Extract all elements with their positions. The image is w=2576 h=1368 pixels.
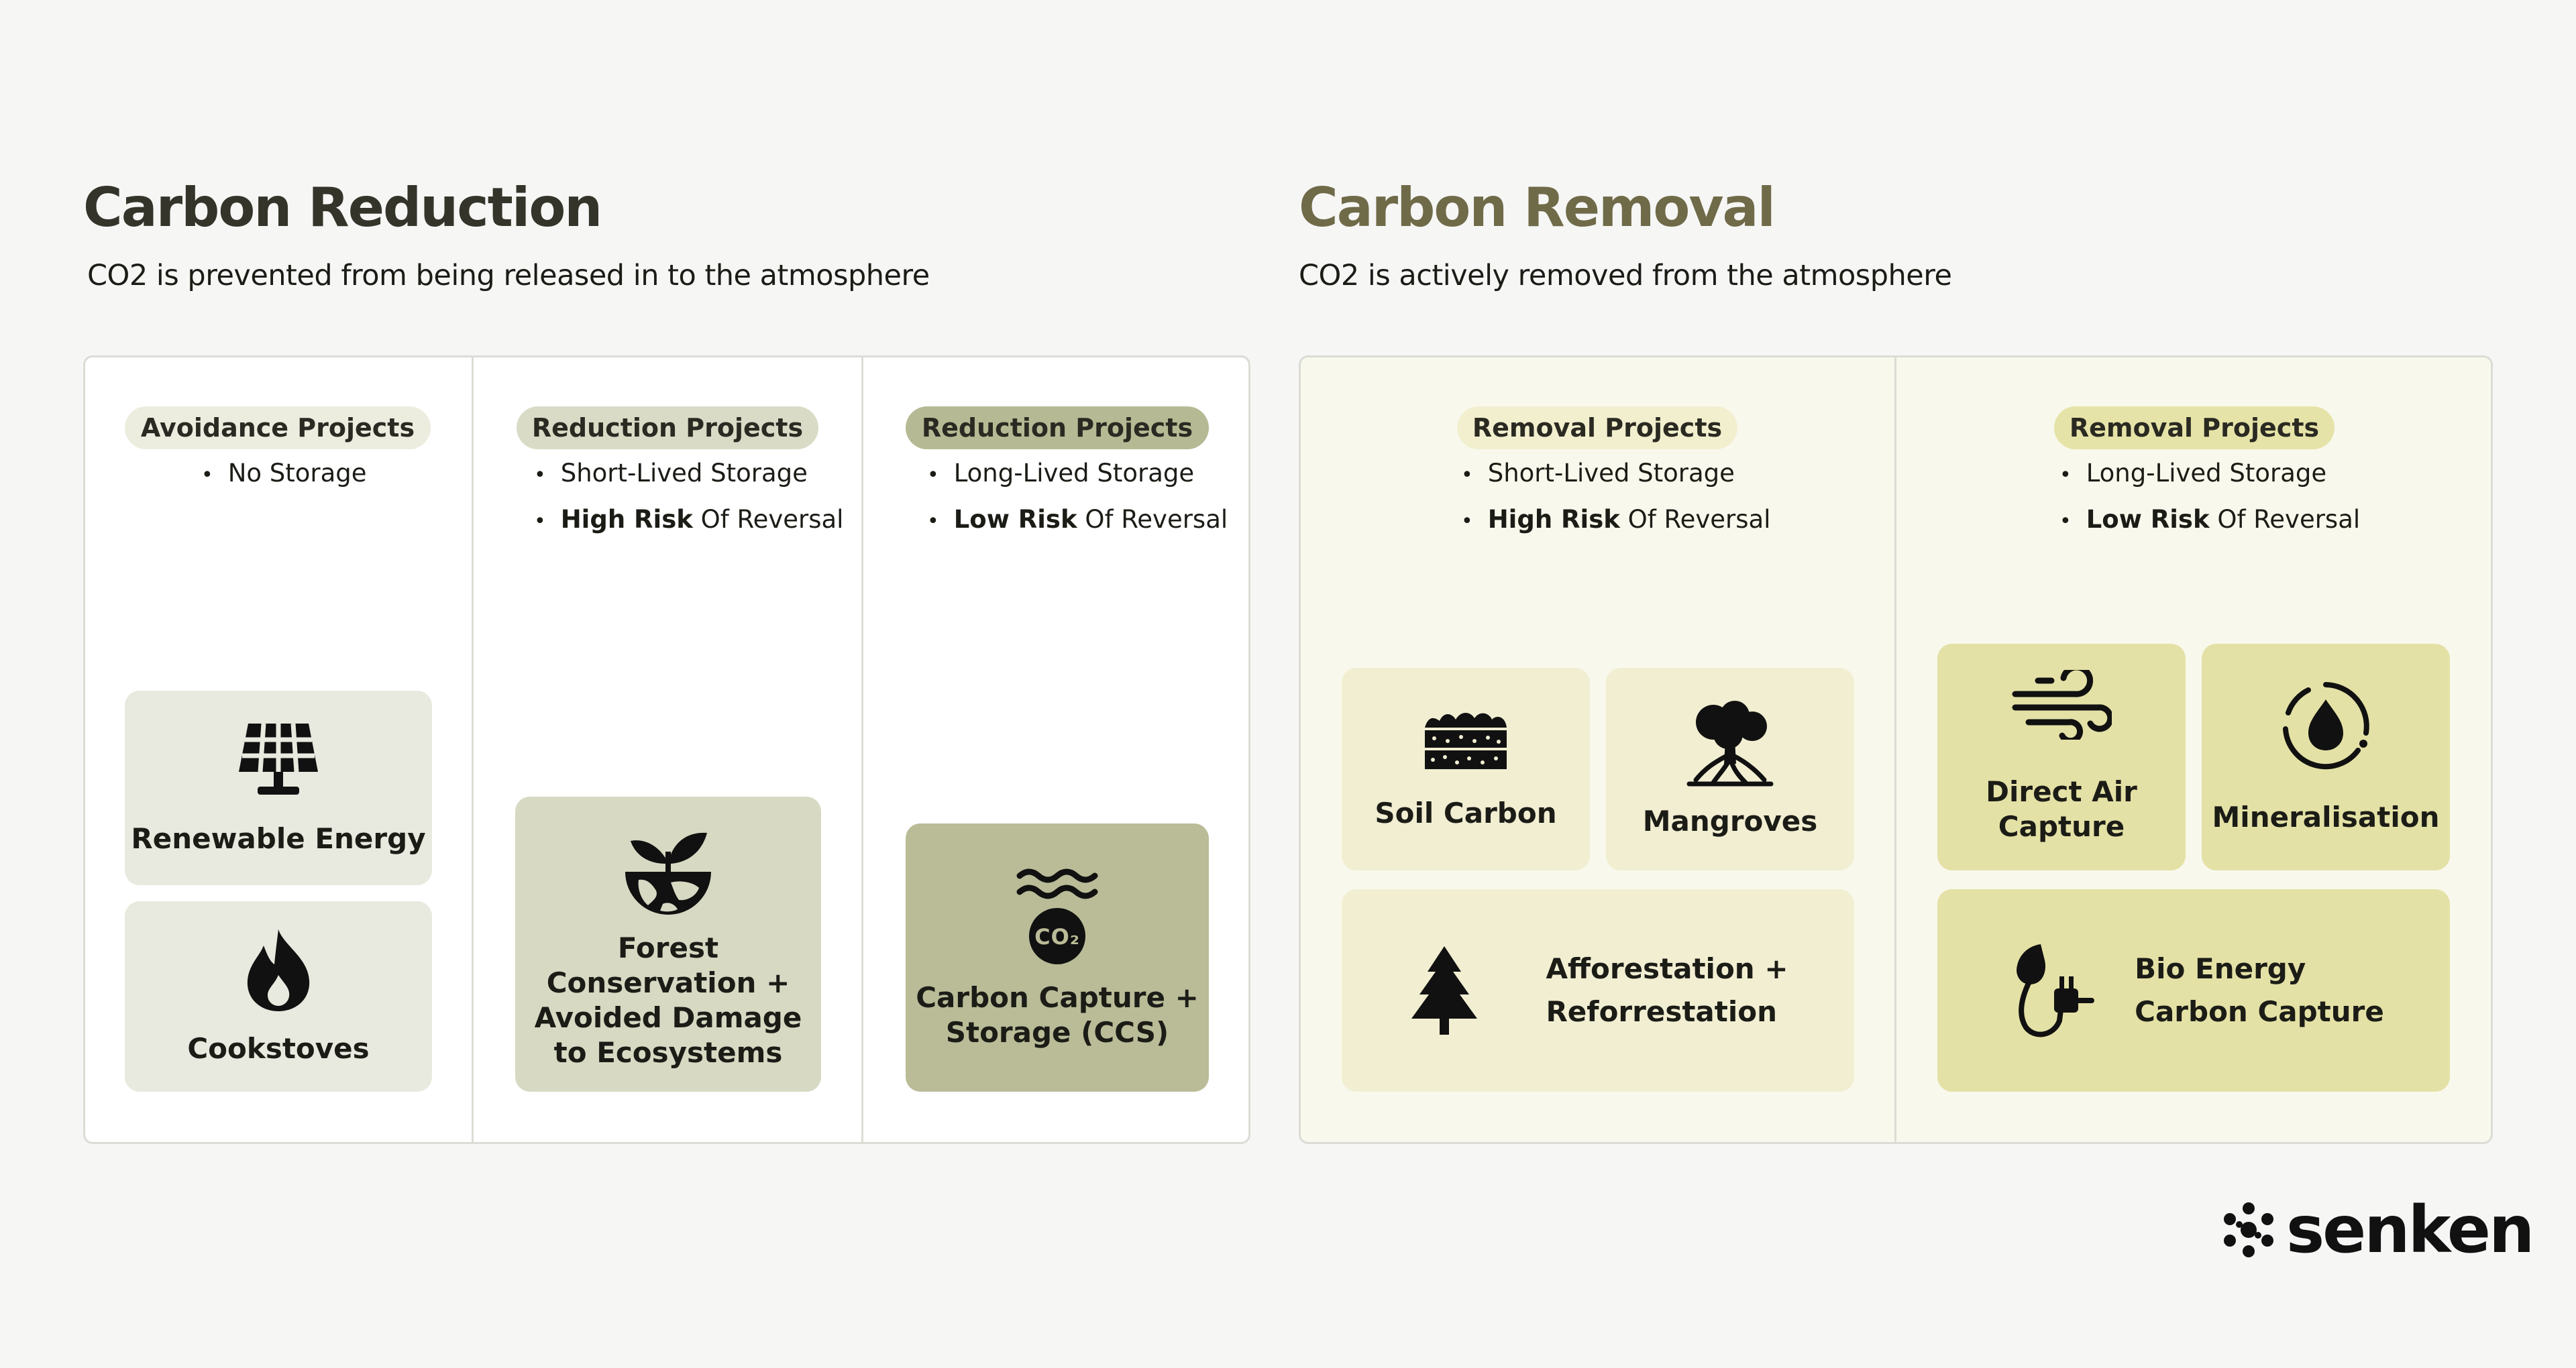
card-label: Cookstoves xyxy=(187,1032,370,1065)
soil-carbon-card xyxy=(1342,668,1590,870)
brand-name: senken xyxy=(2286,1192,2533,1267)
card-label: Renewable Energy xyxy=(131,822,426,855)
beccs-card xyxy=(1937,889,2450,1092)
reduction-subtitle: CO2 is prevented from being released in to the atmosphere xyxy=(87,259,930,292)
bullet-item: • Long-Lived Storage xyxy=(927,451,1228,498)
reduction-long-bullets xyxy=(927,451,1228,544)
removal-title: Carbon Removal xyxy=(1299,176,1774,239)
avoidance-bullets xyxy=(201,451,367,498)
removal-projects-pill: Removal Projects xyxy=(1457,406,1737,449)
card-label: Direct Air Capture xyxy=(1986,775,2137,843)
card-label: Carbon Capture + Storage (CCS) xyxy=(916,981,1199,1049)
bullet-item: • Low Risk Of Reversal xyxy=(927,498,1228,544)
reduction-projects-pill: Reduction Projects xyxy=(906,406,1209,449)
bullet-item: • Short-Lived Storage xyxy=(534,451,843,498)
earth-sprout-icon xyxy=(621,818,715,919)
card-label: Mangroves xyxy=(1642,805,1818,838)
ccs-card xyxy=(906,823,1209,1092)
wind-icon xyxy=(2011,670,2112,740)
cookstoves-card xyxy=(125,901,432,1092)
card-label: Forest Conservation + Avoided Damage to Ecosystems xyxy=(534,931,802,1069)
column-divider xyxy=(472,357,474,1143)
card-label: Mineralisation xyxy=(2212,801,2440,834)
mangrove-tree-icon xyxy=(1686,699,1774,788)
forest-conservation-card xyxy=(515,797,821,1092)
solar-panel-icon xyxy=(235,720,322,799)
bullet-item: • Long-Lived Storage xyxy=(2059,451,2360,498)
card-label: Afforestation + Reforrestation xyxy=(1546,952,1788,1028)
removal-short-bullets xyxy=(1461,451,1770,544)
flame-icon xyxy=(244,927,313,1013)
column-divider xyxy=(1894,357,1896,1143)
mineral-drop-icon xyxy=(2279,679,2373,773)
reduction-projects-pill: Reduction Projects xyxy=(517,406,818,449)
direct-air-capture-card xyxy=(1937,644,2186,870)
afforestation-card xyxy=(1342,889,1854,1092)
bullet-item: • High Risk Of Reversal xyxy=(1461,498,1770,544)
mineralisation-card xyxy=(2202,644,2450,870)
soil-layers-icon xyxy=(1422,707,1509,772)
senken-logo xyxy=(2220,1192,2533,1267)
removal-projects-pill: Removal Projects xyxy=(2054,406,2334,449)
co2-storage-icon xyxy=(1014,865,1100,966)
bullet-item: • Short-Lived Storage xyxy=(1461,451,1770,498)
mangroves-card xyxy=(1606,668,1854,870)
removal-subtitle: CO2 is actively removed from the atmosphere xyxy=(1299,259,1952,292)
pine-tree-icon xyxy=(1407,944,1481,1037)
bullet-item: • Low Risk Of Reversal xyxy=(2059,498,2360,544)
co2-badge: CO₂ xyxy=(1034,924,1080,950)
bullet-item: • High Risk Of Reversal xyxy=(534,498,843,544)
reduction-title: Carbon Reduction xyxy=(83,176,602,239)
removal-long-bullets xyxy=(2059,451,2360,544)
leaf-plug-icon xyxy=(2003,940,2097,1041)
column-divider xyxy=(861,357,863,1143)
bullet-item: • No Storage xyxy=(201,451,367,498)
avoidance-projects-pill: Avoidance Projects xyxy=(125,406,431,449)
card-label: Soil Carbon xyxy=(1375,797,1557,830)
reduction-short-bullets xyxy=(534,451,843,544)
card-label: Bio Energy Carbon Capture xyxy=(2135,952,2384,1028)
flower-logo-icon xyxy=(2220,1199,2277,1261)
renewable-energy-card xyxy=(125,691,432,885)
